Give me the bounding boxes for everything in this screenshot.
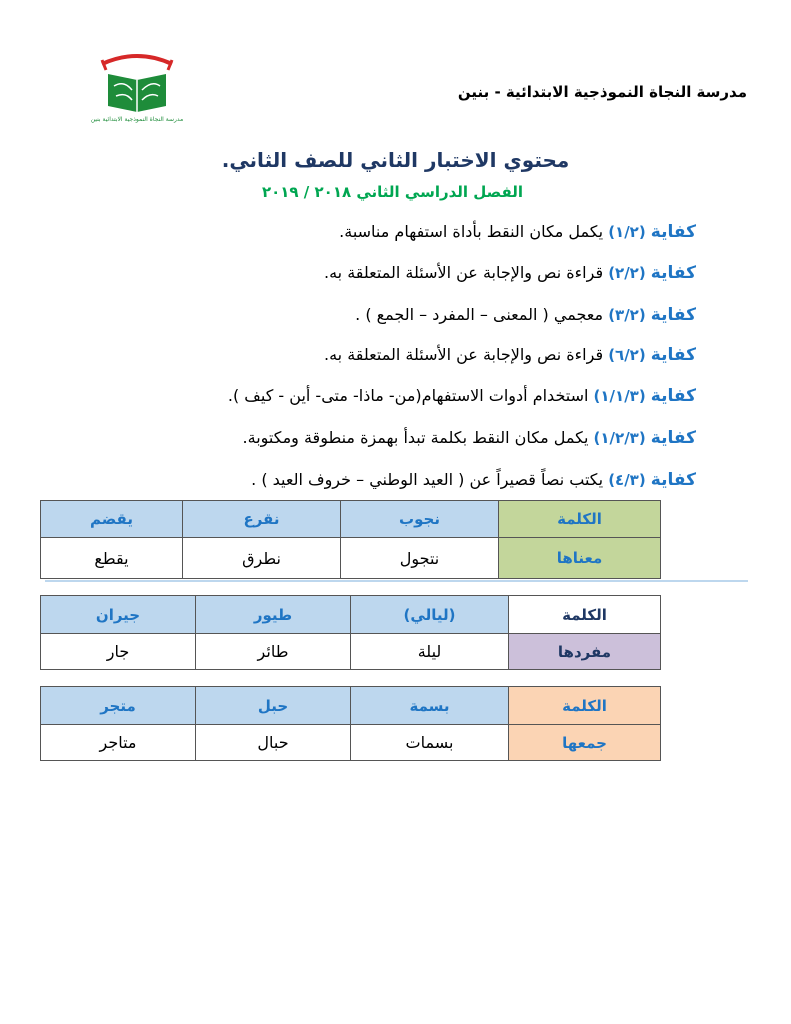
school-name: مدرسة النجاة النموذجية الابتدائية - بنين (457, 83, 747, 101)
table-key-cell: الكلمة (509, 687, 661, 725)
table-cell: متاجر (41, 725, 196, 761)
table-row (41, 538, 661, 579)
competency-label: كفاية (650, 470, 696, 490)
table-row (41, 687, 661, 725)
table-key-cell: الكلمة (499, 501, 661, 538)
competency-number: (٦/٢) (608, 346, 646, 364)
table-key-cell: الكلمة (509, 596, 661, 634)
competency-label: كفاية (650, 305, 696, 325)
table-row (41, 596, 661, 634)
competency-text: معجمي ( المعنى – المفرد – الجمع ) . (355, 305, 604, 324)
table-row (41, 634, 661, 670)
table-cell: حبل (196, 687, 351, 725)
competency-item (339, 222, 696, 242)
section-divider (45, 580, 748, 582)
table-key-cell: معناها (499, 538, 661, 579)
table-cell: متجر (41, 687, 196, 725)
competency-item (324, 263, 696, 283)
competency-item (355, 305, 696, 325)
logo-caption: مدرسة النجاة النموذجية الابتدائية بنين (90, 116, 184, 123)
page-subtitle: الفصل الدراسي الثاني ٢٠١٨ / ٢٠١٩ (261, 183, 524, 201)
singular-table (40, 595, 661, 670)
competency-item (251, 470, 696, 490)
competency-number: (٢/٢) (608, 264, 646, 282)
competency-text: استخدام أدوات الاستفهام(من- ماذا- متى- أين - كيف ). (227, 386, 589, 405)
competency-item (243, 428, 696, 448)
competency-item (324, 345, 696, 365)
table-cell: نطرق (183, 538, 341, 579)
table-cell: نقرع (183, 501, 341, 538)
competency-label: كفاية (650, 263, 696, 283)
competency-label: كفاية (650, 428, 696, 448)
page-title: محتوي الاختبار الثاني للصف الثاني. (221, 148, 570, 172)
competency-item (228, 386, 696, 406)
competency-number: (١/٢) (608, 223, 646, 241)
table-cell: طيور (196, 596, 351, 634)
competency-text: يكمل مكان النقط بكلمة تبدأ بهمزة منطوقة ومكتوبة. (242, 428, 589, 447)
table-cell: بسمات (351, 725, 509, 761)
table-cell: نجوب (341, 501, 499, 538)
competency-number: (١/١/٣) (593, 387, 646, 405)
table-key-cell: مفردها (509, 634, 661, 670)
table-cell: حبال (196, 725, 351, 761)
table-cell: يقضم (41, 501, 183, 538)
competency-text: يكمل مكان النقط بأداة استفهام مناسبة. (339, 222, 604, 241)
competency-label: كفاية (650, 222, 696, 242)
competency-number: (١/٢/٣) (593, 429, 646, 447)
table-cell: يقطع (41, 538, 183, 579)
competency-text: قراءة نص والإجابة عن الأسئلة المتعلقة به. (323, 263, 604, 282)
plural-table (40, 686, 661, 761)
table-cell: ليلة (351, 634, 509, 670)
competency-label: كفاية (650, 386, 696, 406)
table-row (41, 725, 661, 761)
table-cell: بسمة (351, 687, 509, 725)
meaning-table (40, 500, 661, 579)
table-key-cell: جمعها (509, 725, 661, 761)
competency-number: (٤/٣) (608, 471, 646, 489)
school-logo (80, 50, 195, 125)
competency-text: قراءة نص والإجابة عن الأسئلة المتعلقة به. (323, 345, 604, 364)
table-cell: جيران (41, 596, 196, 634)
table-cell: طائر (196, 634, 351, 670)
competency-label: كفاية (650, 345, 696, 365)
table-row (41, 501, 661, 538)
competency-text: يكتب نصاً قصيراً عن ( العيد الوطني – خروف العيد ) . (251, 470, 604, 489)
table-cell: (ليالي) (351, 596, 509, 634)
table-cell: نتجول (341, 538, 499, 579)
table-cell: جار (41, 634, 196, 670)
competency-number: (٣/٢) (608, 306, 646, 324)
